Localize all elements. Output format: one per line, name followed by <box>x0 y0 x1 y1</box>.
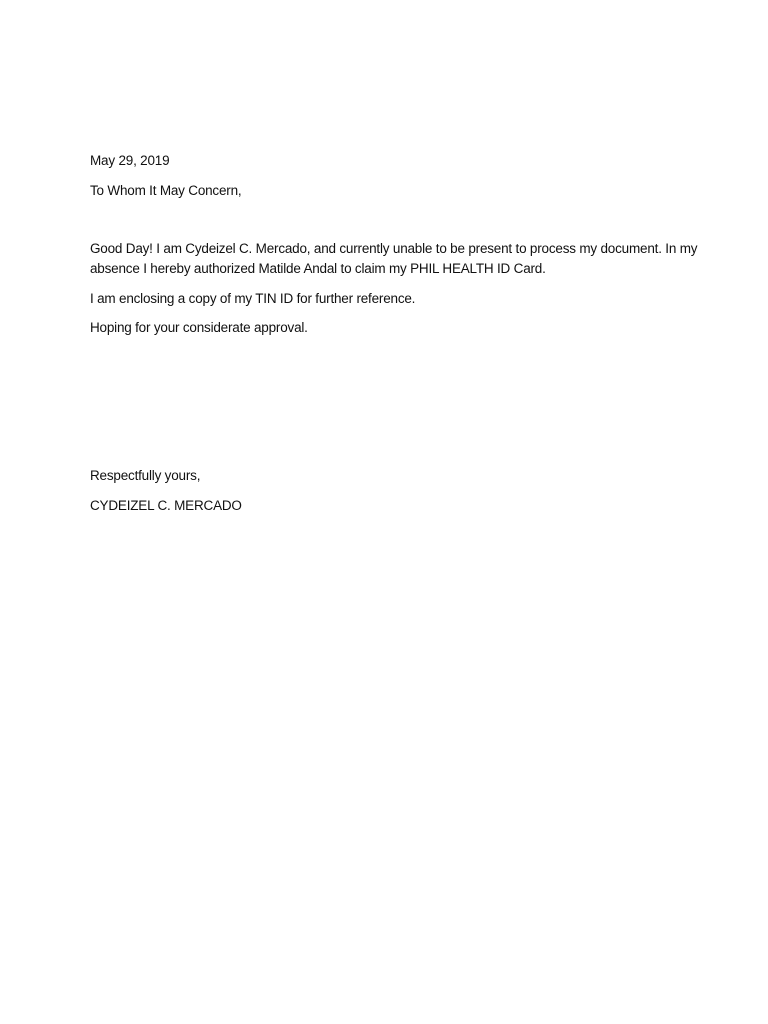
body-paragraph-3: Hoping for your considerate approval. <box>90 320 308 335</box>
body-paragraph-1 <box>90 239 698 279</box>
letter-date: May 29, 2019 <box>90 153 170 168</box>
body-paragraph-1-line-1: Good Day! I am Cydeizel C. Mercado, and currently unable to be present to process my document. In my <box>90 241 698 256</box>
body-paragraph-2: I am enclosing a copy of my TIN ID for further reference. <box>90 291 416 306</box>
letter-salutation: To Whom It May Concern, <box>90 183 242 198</box>
letter-signatory: CYDEIZEL C. MERCADO <box>90 498 242 513</box>
body-paragraph-1-line-2: absence I hereby authorized Matilde Andal to claim my PHIL HEALTH ID Card. <box>90 261 546 276</box>
letter-closing: Respectfully yours, <box>90 468 201 483</box>
